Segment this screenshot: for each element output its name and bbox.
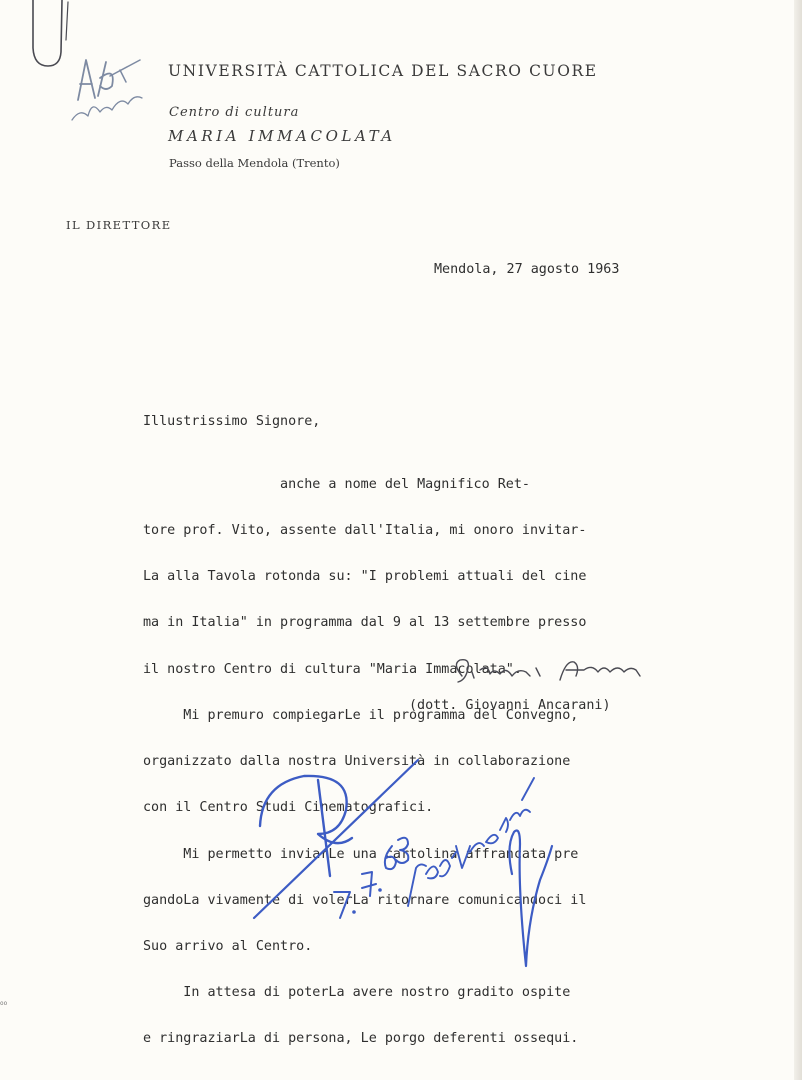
body-line: organizzato dalla nostra Università in collaborazione [143,754,571,770]
letter-salutation: Illustrissimo Signore, [143,414,321,429]
body-line: ma in Italia" in programma dal 9 al 13 settembre presso [143,615,587,631]
letterhead-maria-immacolata: MARIA IMMACOLATA [168,127,396,145]
body-line: il nostro Centro di cultura "Maria Immacolata". [143,661,522,677]
letter-body [143,446,586,1078]
body-line: e ringraziarLa di persona, Le porgo deferenti ossequi. [143,1031,579,1047]
paper-edge [794,0,802,1080]
body-line: anche a nome del Magnifico Ret- [143,476,530,492]
body-line: In attesa di poterLa avere nostro gradito ospite [143,985,571,1001]
body-line: Mi premuro compiegarLe il programma del Convegno, [143,707,579,723]
margin-mark: oo [0,1000,8,1007]
body-line: con il Centro Studi Cinematografici. [143,800,434,816]
body-line: La alla Tavola rotonda su: "I problemi attuali del cine [143,569,587,585]
director-label: IL DIRETTORE [66,218,172,232]
corner-pencil-note [72,60,142,120]
body-line: Suo arrivo al Centro. [143,939,313,954]
letterhead-university: UNIVERSITÀ CATTOLICA DEL SACRO CUORE [168,62,598,80]
letterhead-centro: Centro di cultura [169,105,300,120]
letterhead-address: Passo della Mendola (Trento) [169,156,340,170]
body-line: tore prof. Vito, assente dall'Italia, mi onoro invitar- [143,523,587,539]
body-line: Mi permetto inviarLe una cartolina affrancata pre [143,846,579,862]
typed-signature-name: (dott. Giovanni Ancarani) [409,698,611,713]
paper-clip-mark [33,0,68,66]
body-line: gandoLa vivamente di volerLa ritornare comunicandoci il [143,892,587,908]
letter-date: Mendola, 27 agosto 1963 [434,262,620,277]
